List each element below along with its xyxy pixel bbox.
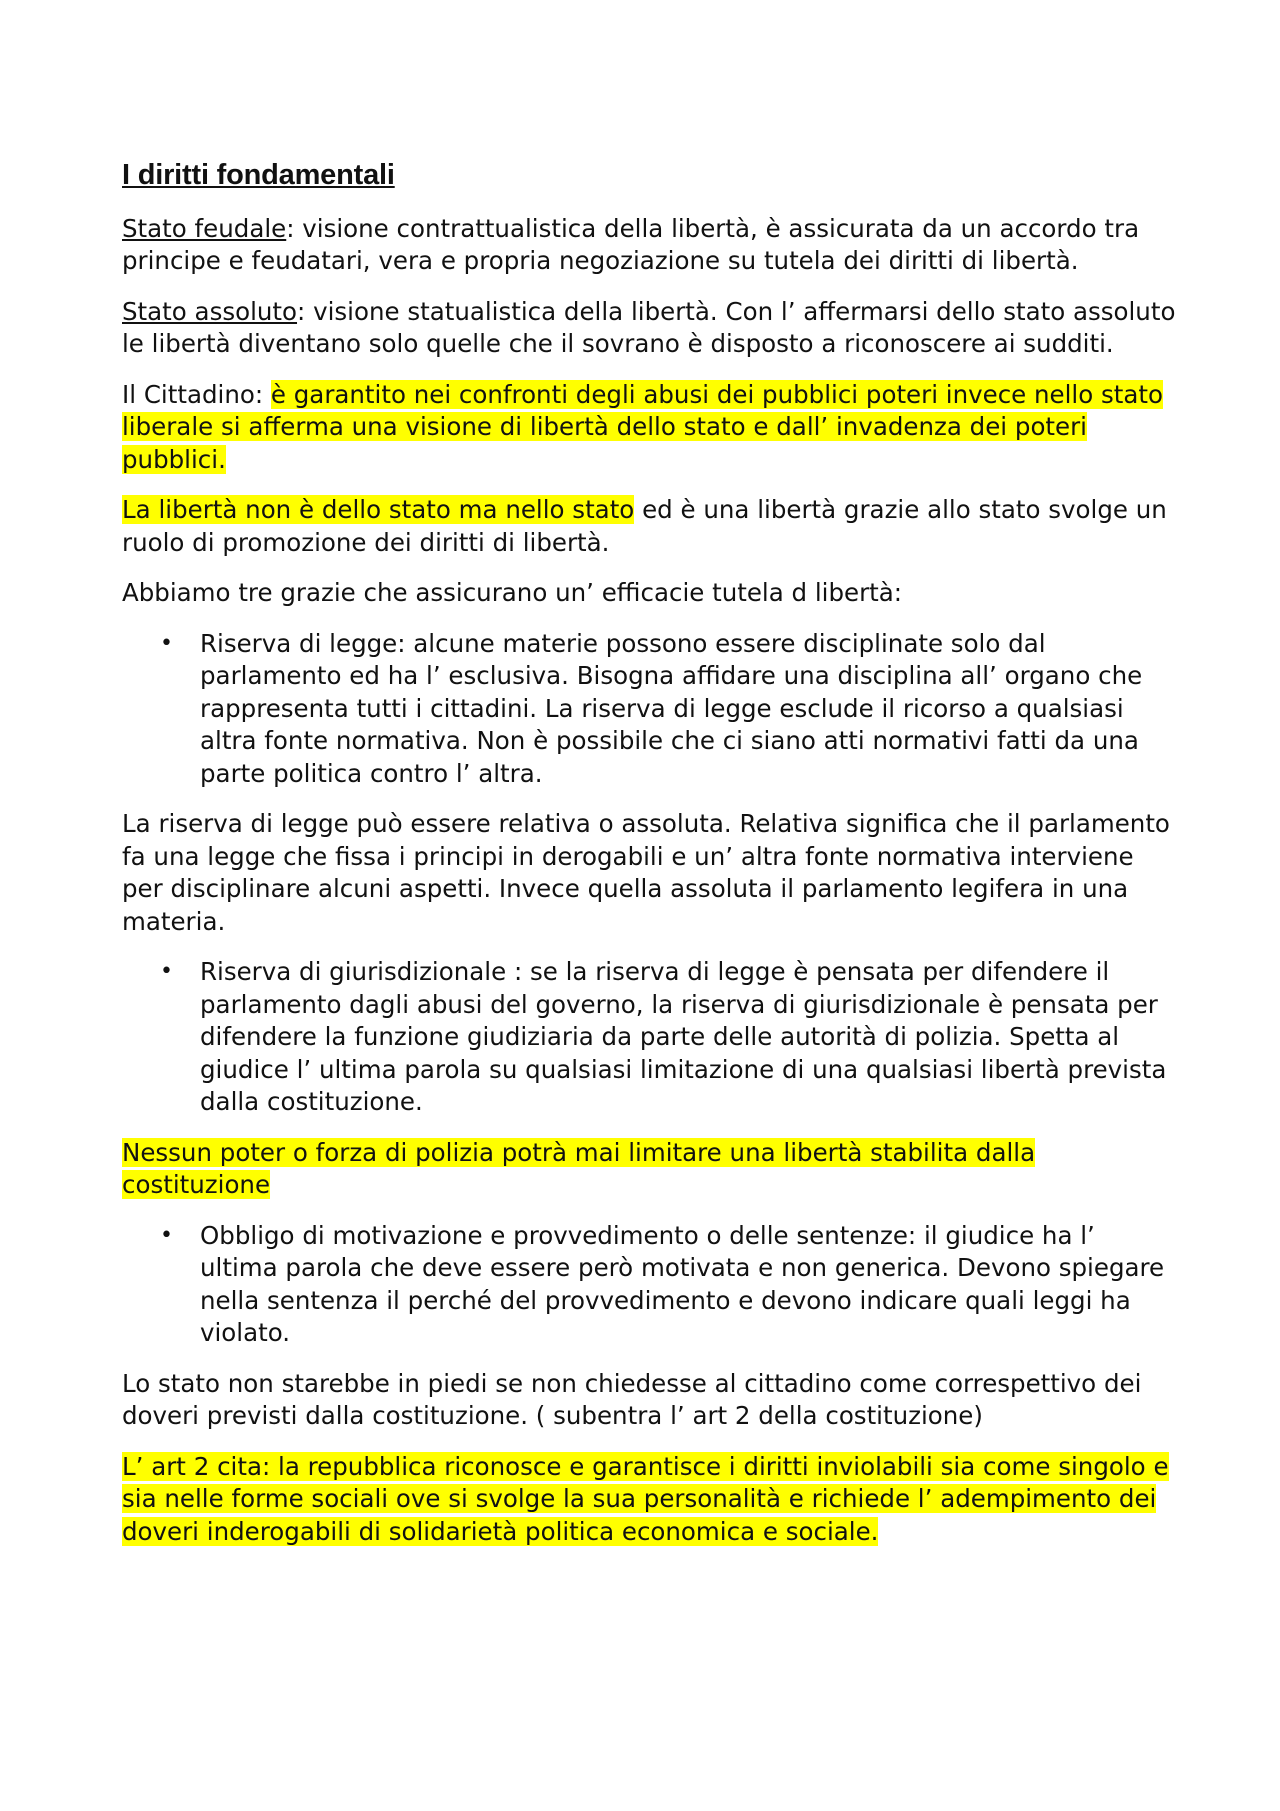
highlight-cittadino: è garantito nei confronti degli abusi dei pubblici poteri invece nello stato liberale si afferma una visione di libertà dello stato e dall’ invadenza dei poteri pubblici. bbox=[122, 379, 1163, 474]
text-stato-assoluto: : visione statualistica della libertà. Con l’ affermarsi dello stato assoluto le libertà diventano solo quelle che il sovrano è disposto a riconoscere ai sudditi. bbox=[122, 296, 1176, 359]
list-item-obbligo-motivazione bbox=[160, 1220, 1177, 1350]
bullet-icon: • bbox=[160, 630, 173, 656]
text-stato-feudale: : visione contrattualistica della libertà, è assicurata da un accordo tra principe e feudatari, vera e propria negoziazione su tutela dei diritti di libertà. bbox=[122, 213, 1140, 276]
bullet-icon: • bbox=[160, 959, 173, 985]
paragraph-liberta bbox=[122, 494, 1177, 559]
highlight-art-2: L’ art 2 cita: la repubblica riconosce e garantisce i diritti inviolabili sia come singolo e sia nelle forme sociali ove si svolge la sua personalità e richiede l’ adempimento dei doveri inderogabili di solidarietà politica economica e sociale. bbox=[122, 1451, 1169, 1546]
list-item-text: Riserva di giurisdizionale : se la riserva di legge è pensata per difendere il parlamento dagli abusi del governo, la riserva di giurisdizionale è pensata per difendere la funzione giudiziaria da parte delle autorità di polizia. Spetta al giudice l’ ultima parola su qualsiasi limitazione di una qualsiasi libertà prevista dalla costituzione. bbox=[200, 957, 1167, 1117]
document-page bbox=[122, 158, 1177, 1566]
paragraph-stato-assoluto bbox=[122, 296, 1177, 361]
paragraph-doveri: Lo stato non starebbe in piedi se non chiedesse al cittadino come correspettivo dei doveri previsti dalla costituzione. ( subentra l’ art 2 della costituzione) bbox=[122, 1368, 1142, 1431]
paragraph-art-2 bbox=[122, 1451, 1177, 1549]
bullet-list-1 bbox=[122, 628, 1177, 791]
list-item-riserva-giurisdizionale bbox=[160, 956, 1177, 1119]
bullet-icon: • bbox=[160, 1222, 173, 1248]
lead-cittadino: Il Cittadino: bbox=[122, 379, 271, 409]
text-liberta: ed è una libertà grazie allo stato svolge un ruolo di promozione dei diritti di libertà. bbox=[122, 495, 1167, 557]
list-item-text: Riserva di legge: alcune materie possono essere disciplinate solo dal parlamento ed ha l’ esclusiva. Bisogna affidare una disciplina all’ organo che rappresenta tutti i cittadini. La riserva di legge esclude il ricorso a qualsiasi altra fonte normativa. Non è possibile che ci siano atti normativi fatti da una parte politica contro l’ altra. bbox=[200, 628, 1143, 788]
paragraph-nessun-potere bbox=[122, 1137, 1177, 1202]
list-item-text: Obbligo di motivazione e provvedimento o delle sentenze: il giudice ha l’ ultima parola che deve essere però motivata e non generica. Devono spiegare nella sentenza il perché del provvedimento e devono indicare quali leggi ha violato. bbox=[200, 1220, 1165, 1348]
bullet-list-2 bbox=[122, 956, 1177, 1119]
paragraph-riserva-relativa-assoluta: La riserva di legge può essere relativa o assoluta. Relativa significa che il parlamento fa una legge che fissa i principi in derogabili e un’ altra fonte normativa interviene per disciplinare alcuni aspetti. Invece quella assoluta il parlamento legifera in una materia. bbox=[122, 809, 1170, 936]
paragraph-cittadino bbox=[122, 379, 1177, 477]
highlight-nessun-potere: Nessun poter o forza di polizia potrà mai limitare una libertà stabilita dalla costituzione bbox=[122, 1137, 1036, 1200]
highlight-liberta: La libertà non è dello stato ma nello stato bbox=[122, 495, 635, 525]
paragraph-stato-feudale bbox=[122, 213, 1177, 278]
term-stato-feudale: Stato feudale bbox=[122, 213, 287, 243]
term-stato-assoluto: Stato assoluto bbox=[122, 296, 298, 326]
paragraph-tre-garanzie: Abbiamo tre grazie che assicurano un’ efficacie tutela d libertà: bbox=[122, 578, 903, 608]
list-item-riserva-legge bbox=[160, 628, 1177, 791]
document-title: I diritti fondamentali bbox=[122, 159, 395, 191]
bullet-list-3 bbox=[122, 1220, 1177, 1350]
